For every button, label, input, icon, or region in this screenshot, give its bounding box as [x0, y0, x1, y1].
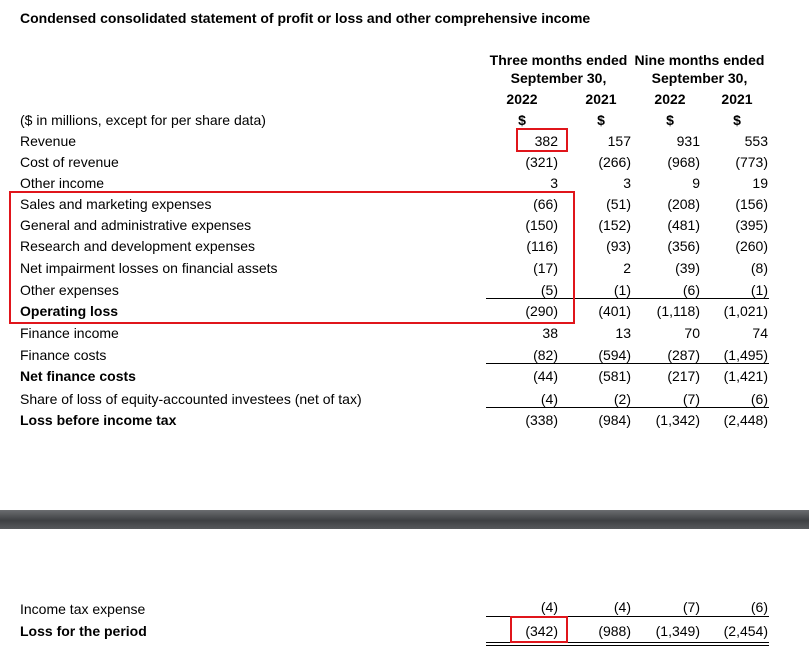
row-loss-for-period-value: (1,349) [655, 623, 700, 639]
row-research-development-value: (93) [606, 238, 631, 254]
row-general-admin-value: (395) [735, 217, 768, 233]
row-research-development-value: (260) [735, 238, 768, 254]
row-income-tax-value: (6) [750, 599, 768, 615]
row-research-development-value: (356) [667, 238, 700, 254]
highlight-box-loss-for-period [510, 616, 568, 643]
row-cost-of-revenue-value: (266) [598, 154, 631, 170]
header-year-col4: 2021 [721, 91, 753, 107]
row-net-impairment-value: 2 [623, 260, 631, 276]
row-operating-loss-value: (1,118) [656, 303, 700, 319]
row-sales-marketing-value: (66) [533, 196, 558, 212]
row-loss-before-tax-value: (338) [525, 412, 558, 428]
row-finance-costs-value: (82) [533, 347, 558, 363]
row-other-income-label: Other income [20, 175, 105, 191]
row-other-income-value: 9 [692, 175, 700, 191]
rule-above-loss-before-tax [486, 407, 769, 408]
row-finance-costs-value: (287) [667, 347, 700, 363]
row-income-tax-label: Income tax expense [20, 601, 146, 617]
row-finance-costs-label: Finance costs [20, 347, 107, 363]
row-finance-income-label: Finance income [20, 325, 119, 341]
currency-col1: $ [518, 112, 526, 128]
header-year-col1: 2022 [506, 91, 538, 107]
row-loss-for-period-value: (342) [525, 623, 558, 639]
row-loss-before-tax-label: Loss before income tax [20, 412, 177, 428]
row-net-impairment-value: (8) [750, 260, 768, 276]
row-operating-loss-value: (401) [598, 303, 631, 319]
row-finance-costs-value: (594) [598, 347, 631, 363]
row-net-impairment-value: (17) [533, 260, 558, 276]
row-cost-of-revenue-label: Cost of revenue [20, 154, 119, 170]
row-net-impairment-value: (39) [675, 260, 700, 276]
row-operating-loss-label: Operating loss [20, 303, 119, 319]
row-general-admin-value: (152) [598, 217, 631, 233]
header-three-months-line1: Three months ended [489, 52, 628, 68]
row-loss-for-period-value: (2,454) [723, 623, 768, 639]
row-finance-costs-value: (1,495) [723, 347, 768, 363]
row-other-income-value: 19 [752, 175, 768, 191]
row-loss-for-period-value: (988) [598, 623, 631, 639]
header-nine-months-line1: Nine months ended [634, 52, 765, 68]
row-income-tax-value: (7) [682, 599, 700, 615]
row-net-finance-costs-label: Net finance costs [20, 368, 136, 384]
row-loss-for-period-label: Loss for the period [20, 623, 147, 639]
row-share-of-loss-value: (4) [540, 391, 558, 407]
rule-above-net-finance-costs [486, 363, 769, 364]
row-general-admin-value: (150) [525, 217, 558, 233]
currency-col2: $ [597, 112, 605, 128]
units-label: ($ in millions, except for per share data) [20, 112, 266, 128]
row-finance-income-value: 38 [542, 325, 558, 341]
double-rule-loss-for-period [486, 645, 769, 646]
page-divider-bar [0, 510, 809, 529]
row-operating-loss-value: (1,021) [723, 303, 768, 319]
statement-title: Condensed consolidated statement of profit or loss and other comprehensive income [20, 10, 591, 26]
row-share-of-loss-value: (7) [682, 391, 700, 407]
row-finance-income-value: 74 [752, 325, 768, 341]
row-finance-income-value: 70 [684, 325, 700, 341]
row-revenue-label: Revenue [20, 133, 77, 149]
row-finance-income-value: 13 [615, 325, 631, 341]
row-sales-marketing-value: (51) [606, 196, 631, 212]
row-loss-before-tax-value: (984) [598, 412, 631, 428]
row-sales-marketing-value: (208) [667, 196, 700, 212]
highlight-box-revenue [516, 128, 568, 152]
header-year-col2: 2021 [585, 91, 617, 107]
row-income-tax-value: (4) [613, 599, 631, 615]
row-share-of-loss-label: Share of loss of equity-accounted investees (net of tax) [20, 391, 362, 407]
row-net-finance-costs-value: (581) [598, 368, 631, 384]
row-other-income-value: 3 [623, 175, 631, 191]
header-year-col3: 2022 [654, 91, 686, 107]
row-loss-before-tax-value: (1,342) [655, 412, 700, 428]
row-other-expenses-value: (6) [682, 282, 700, 298]
currency-col3: $ [666, 112, 674, 128]
row-other-expenses-value: (5) [540, 282, 558, 298]
row-net-finance-costs-value: (44) [533, 368, 558, 384]
row-sales-marketing-label: Sales and marketing expenses [20, 196, 212, 212]
row-net-impairment-label: Net impairment losses on financial assets [20, 260, 278, 276]
row-other-income-value: 3 [550, 175, 558, 191]
row-net-finance-costs-value: (217) [667, 368, 700, 384]
row-general-admin-label: General and administrative expenses [20, 217, 252, 233]
row-research-development-label: Research and development expenses [20, 238, 256, 254]
row-income-tax-value: (4) [540, 599, 558, 615]
row-cost-of-revenue-value: (773) [735, 154, 768, 170]
row-share-of-loss-value: (2) [613, 391, 631, 407]
row-operating-loss-value: (290) [525, 303, 558, 319]
row-research-development-value: (116) [526, 238, 558, 254]
row-other-expenses-label: Other expenses [20, 282, 119, 298]
row-revenue-value: 553 [744, 133, 768, 149]
row-cost-of-revenue-value: (968) [667, 154, 700, 170]
currency-col4: $ [733, 112, 741, 128]
header-three-months-line2: September 30, [510, 70, 607, 86]
row-general-admin-value: (481) [667, 217, 700, 233]
row-cost-of-revenue-value: (321) [525, 154, 558, 170]
highlight-box-operating-expenses [9, 191, 575, 324]
row-net-finance-costs-value: (1,421) [723, 368, 768, 384]
row-revenue-value: 931 [676, 133, 700, 149]
row-other-expenses-value: (1) [613, 282, 631, 298]
header-nine-months-line2: September 30, [651, 70, 748, 86]
row-share-of-loss-value: (6) [750, 391, 768, 407]
row-sales-marketing-value: (156) [735, 196, 768, 212]
row-revenue-value: 382 [534, 133, 558, 149]
row-other-expenses-value: (1) [750, 282, 768, 298]
row-revenue-value: 157 [607, 133, 631, 149]
row-loss-before-tax-value: (2,448) [723, 412, 768, 428]
